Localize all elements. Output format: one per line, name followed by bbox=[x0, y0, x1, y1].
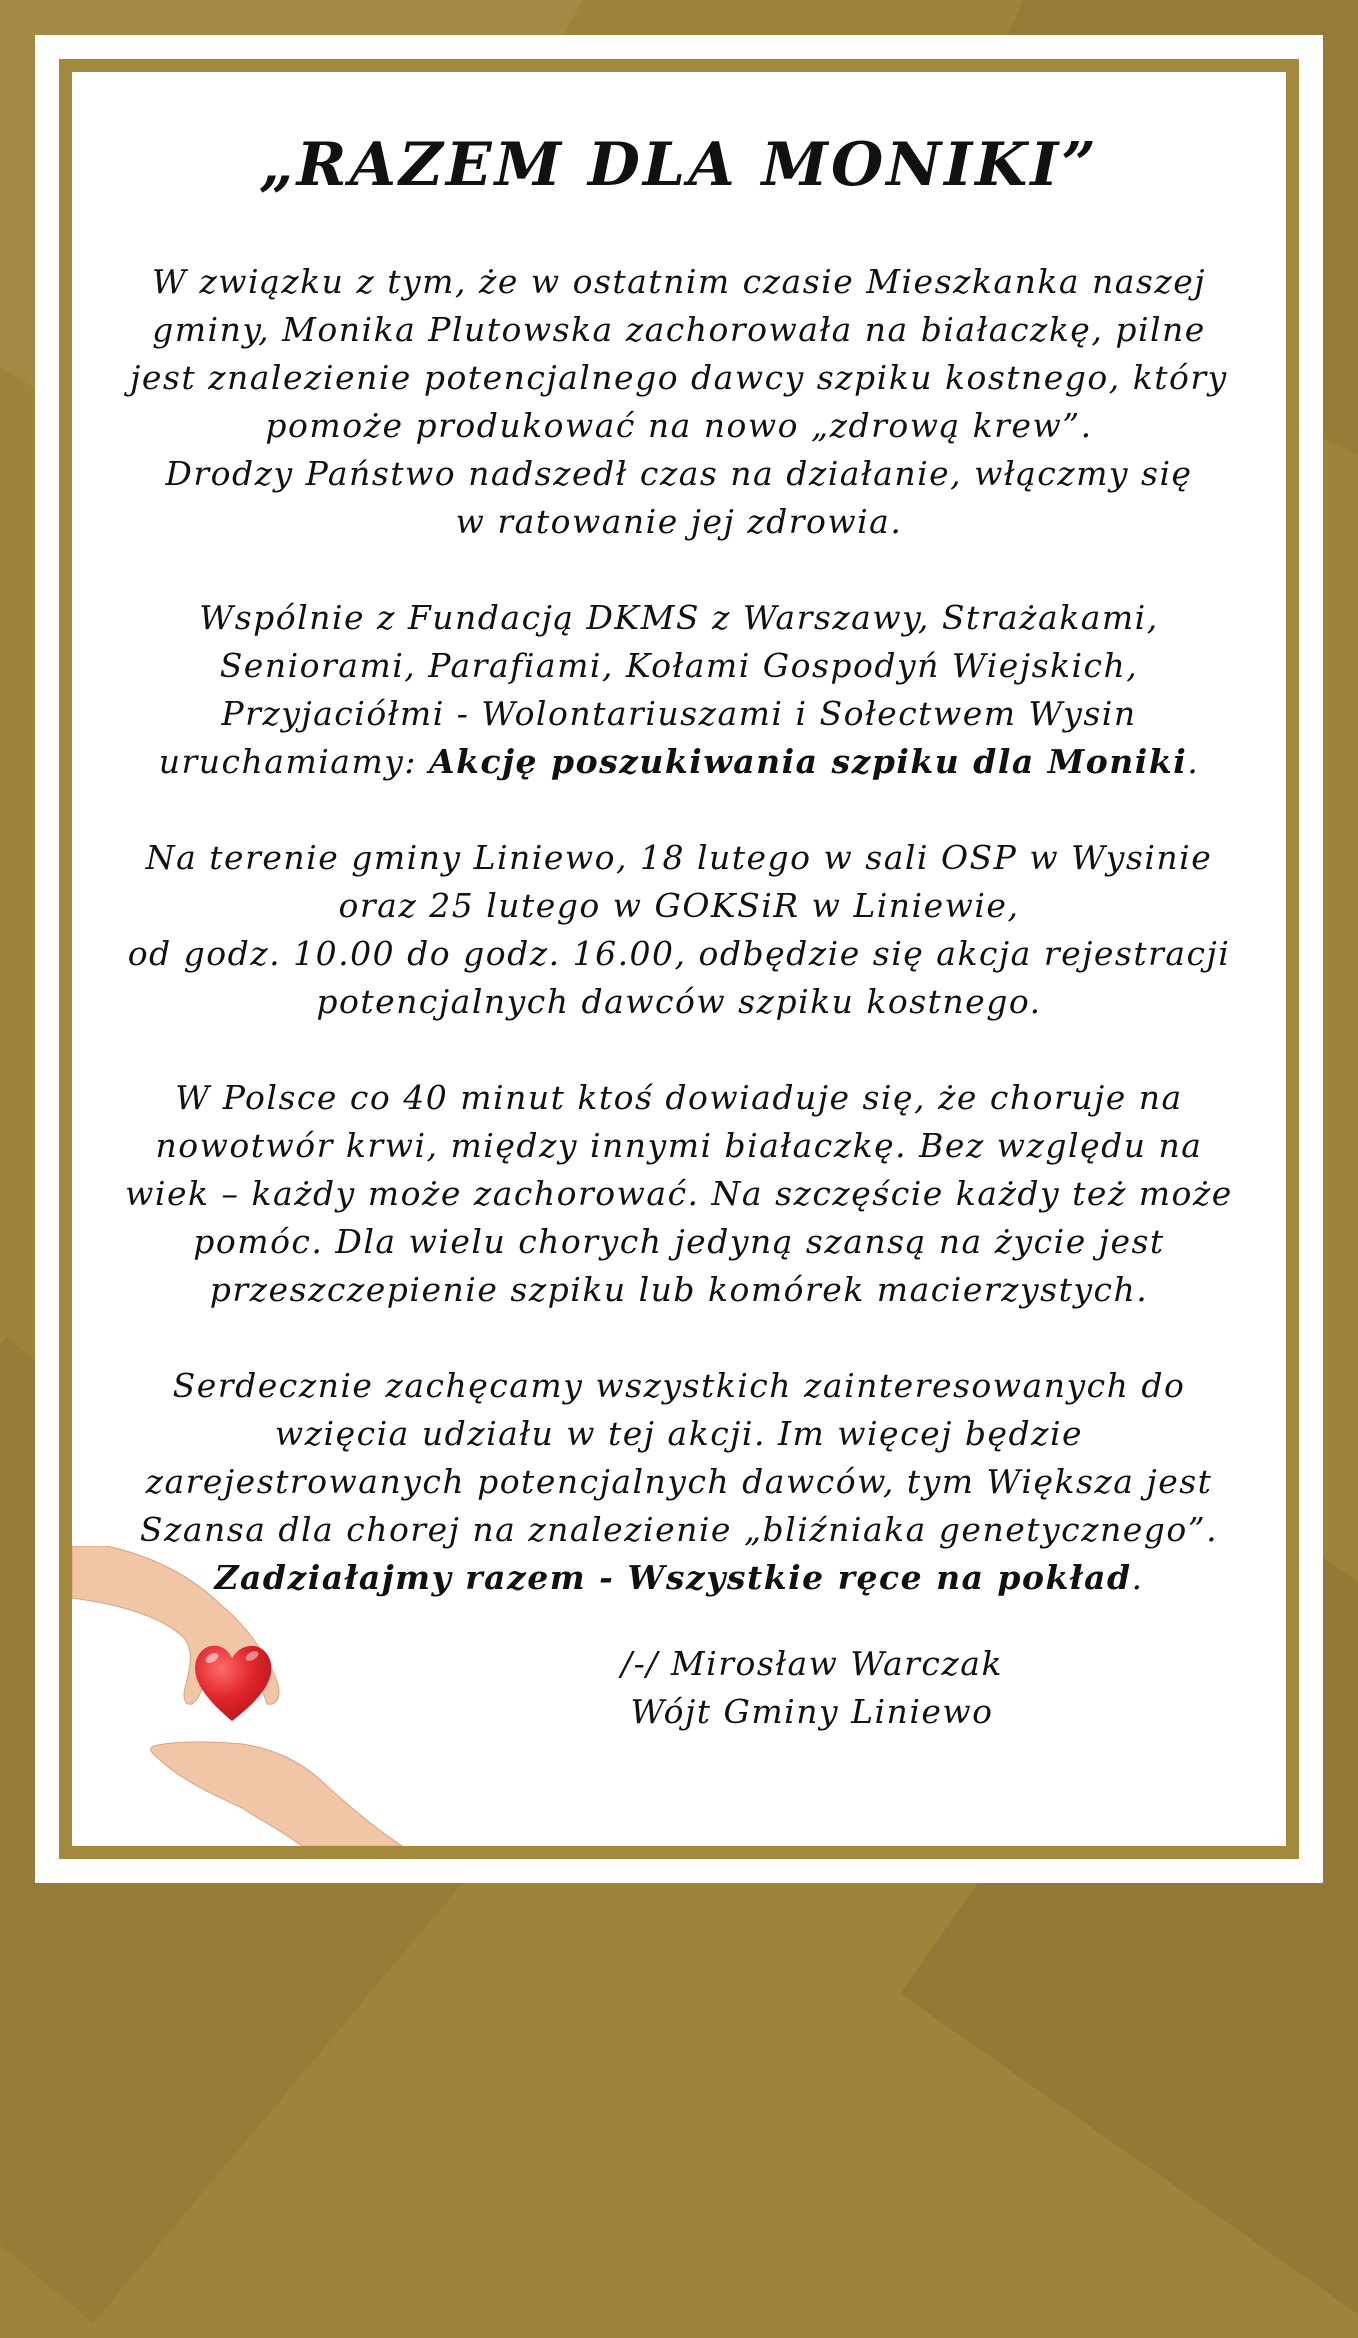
paragraph-partners-text: Wspólnie z Fundacją DKMS z Warszawy, Strażakami, Seniorami, Parafiami, Kołami Gospodyń Wiejskich, Przyjaciółmi - Wolontariuszami i Sołectwem Wysin uruchamiamy: bbox=[158, 598, 1159, 781]
paragraph-encouragement-text: Serdecznie zachęcamy wszystkich zainteresowanych do wzięcia udziału w tej akcji. Im więcej będzie zarejestrowanych potencjalnych dawców, tym Większa jest Szansa dla chorej na znalezienie „bliźniaka genetycznego”. bbox=[139, 1366, 1219, 1549]
paragraph-statistics: W Polsce co 40 minut ktoś dowiaduje się, że choruje na nowotwór krwi, między innymi białaczkę. Bez względu na wiek – każdy może zachorować. Na szczęście każdy też może pomóc. Dla wielu chorych jedyną szansą na życie jest przeszczepienie szpiku lub komórek macierzystych. bbox=[125, 1078, 1233, 1309]
paragraph-intro: W związku z tym, że w ostatnim czasie Mieszkanka naszej gminy, Monika Plutowska zachorowała na białaczkę, pilne jest znalezienie potencjalnego dawcy szpiku kostnego, który pomoże produkować na nowo „zdrową krew”. Drodzy Państwo nadszedł czas na działanie, włączmy się w ratowanie jej zdrowia. bbox=[130, 262, 1228, 541]
signature-role: Wójt Gminy Liniewo bbox=[630, 1692, 994, 1731]
paragraph-partners-end: . bbox=[1187, 742, 1200, 781]
hands-heart-icon bbox=[72, 1546, 432, 1846]
paragraph-event-details: Na terenie gminy Liniewo, 18 lutego w sali OSP w Wysinie oraz 25 lutego w GOKSiR w Liniewie, od godz. 10.00 do godz. 16.00, odbędzie się akcja rejestracji potencjalnych dawców szpiku kostnego. bbox=[127, 838, 1231, 1021]
signature-name: /-/ Mirosław Warczak bbox=[621, 1644, 1003, 1683]
lower-hand bbox=[151, 1742, 402, 1846]
paragraph-encouragement-end: . bbox=[1131, 1558, 1144, 1597]
heart bbox=[195, 1646, 271, 1721]
paragraph-partners bbox=[72, 594, 1286, 786]
poster-title: „RAZEM DLA MONIKI” bbox=[259, 130, 1099, 200]
poster-content bbox=[72, 72, 1286, 1846]
paragraph-partners-bold: Akcję poszukiwania szpiku dla Moniki bbox=[429, 742, 1188, 781]
paragraph-encouragement-bold: Zadziałajmy razem - Wszystkie ręce na pokład bbox=[214, 1558, 1132, 1597]
signature bbox=[572, 1640, 1052, 1736]
